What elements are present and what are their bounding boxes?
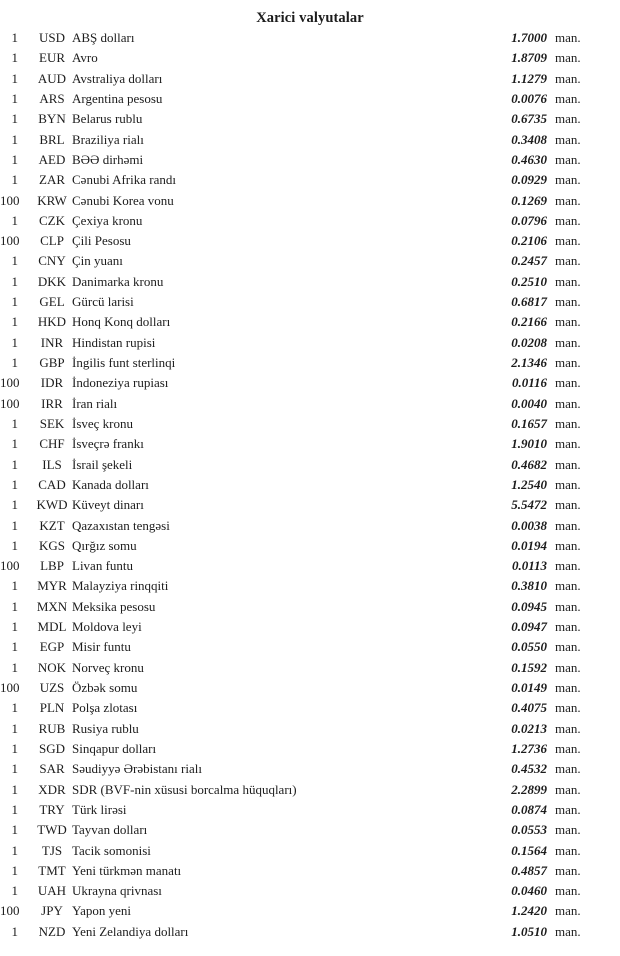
quantity-value: 1 [11, 90, 18, 106]
currency-name: Gürcü larisi [72, 294, 134, 310]
currency-code: CAD [38, 476, 66, 492]
table-row [0, 637, 620, 657]
currency-name: Kanada dolları [72, 476, 149, 492]
table-row [0, 536, 620, 556]
rate-value: 0.1592 [511, 659, 547, 675]
unit-label: man. [555, 355, 581, 370]
table-row [0, 658, 620, 678]
currency-name: Polşa zlotası [72, 700, 138, 716]
quantity-value: 1 [11, 822, 18, 838]
quantity-value: 1 [11, 151, 18, 167]
unit-label: man. [555, 700, 581, 716]
currency-rates-table [0, 28, 620, 942]
table-row [0, 434, 620, 454]
table-row [0, 292, 620, 312]
currency-name: Belarus rublu [72, 111, 143, 127]
currency-code: CZK [39, 212, 65, 228]
rate-value: 1.1279 [511, 70, 547, 86]
unit-label: man. [555, 680, 581, 695]
unit-label: man. [555, 30, 581, 45]
currency-code: USD [38, 30, 65, 45]
unit-label: man. [555, 497, 581, 513]
quantity-value: 100 [0, 233, 20, 249]
unit-label: man. [555, 456, 581, 472]
rate-value: 0.2106 [511, 233, 547, 249]
currency-name: İran rialı [72, 395, 118, 411]
rate-value: 0.0796 [511, 212, 547, 228]
table-row [0, 231, 620, 251]
quantity-value: 1 [11, 659, 18, 675]
currency-name: ABŞ dolları [72, 30, 135, 45]
currency-name: Özbək somu [72, 680, 138, 695]
unit-label: man. [555, 172, 581, 188]
currency-name: Livan funtu [72, 558, 134, 574]
table-row [0, 333, 620, 353]
currency-name: Yapon yeni [72, 903, 131, 919]
quantity-value: 1 [11, 862, 18, 878]
table-row [0, 28, 620, 48]
unit-label: man. [555, 740, 581, 756]
table-row [0, 272, 620, 292]
currency-code: HKD [37, 314, 67, 330]
unit-label: man. [555, 578, 581, 594]
currency-code: IRR [41, 395, 63, 411]
rate-value: 1.9010 [511, 436, 547, 452]
quantity-value: 1 [11, 30, 18, 45]
quantity-value: 1 [11, 212, 18, 228]
table-row [0, 617, 620, 637]
rate-value: 0.0040 [511, 395, 547, 411]
currency-code: TWD [37, 822, 67, 838]
quantity-value: 1 [11, 619, 18, 635]
table-row [0, 312, 620, 332]
rate-value: 1.0510 [511, 923, 547, 939]
currency-name: Səudiyyə Ərəbistanı rialı [72, 761, 202, 777]
table-row [0, 922, 620, 942]
rate-value: 0.0874 [511, 801, 547, 817]
currency-name: BƏƏ dirhəmi [72, 151, 144, 167]
rate-value: 1.2736 [511, 740, 547, 756]
rate-value: 0.0213 [511, 720, 547, 736]
unit-label: man. [555, 903, 581, 919]
currency-name: Qırğız somu [72, 537, 137, 553]
currency-name: Yeni türkmən manatı [72, 862, 182, 878]
currency-name: İsveç kronu [72, 415, 134, 431]
unit-label: man. [555, 639, 581, 655]
currency-code: XDR [38, 781, 66, 797]
unit-label: man. [555, 883, 581, 899]
currency-name: Argentina pesosu [72, 90, 163, 106]
currency-code: BYN [38, 111, 66, 127]
rate-value: 0.0550 [511, 639, 547, 655]
quantity-value: 1 [11, 801, 18, 817]
unit-label: man. [555, 720, 581, 736]
rate-value: 0.1564 [511, 842, 547, 858]
currency-code: UZS [39, 680, 65, 695]
currency-code: CNY [38, 253, 66, 269]
currency-name: Yeni Zelandiya dolları [72, 923, 189, 939]
currency-name: SDR (BVF-nin xüsusi borcalma hüquqları) [72, 781, 297, 797]
currency-code: KGS [38, 537, 65, 553]
quantity-value: 100 [0, 375, 20, 391]
quantity-value: 1 [11, 314, 18, 330]
unit-label: man. [555, 273, 581, 289]
table-row [0, 373, 620, 393]
quantity-value: 1 [11, 294, 18, 310]
unit-label: man. [555, 862, 581, 878]
table-row [0, 556, 620, 576]
quantity-value: 1 [11, 740, 18, 756]
currency-code: IDR [40, 375, 64, 391]
table-row [0, 353, 620, 373]
currency-name: Malayziya rinqqiti [72, 578, 169, 594]
currency-code: ZAR [39, 172, 65, 188]
currency-code: EGP [39, 639, 65, 655]
currency-code: RUB [38, 720, 66, 736]
rate-value: 0.2457 [511, 253, 547, 269]
unit-label: man. [555, 375, 581, 391]
currency-code: KWD [36, 497, 68, 513]
quantity-value: 1 [11, 355, 18, 370]
quantity-value: 1 [11, 50, 18, 66]
currency-code: SEK [39, 415, 65, 431]
currency-name: İsveçrə frankı [72, 436, 144, 452]
currency-code: MYR [37, 578, 67, 594]
quantity-value: 100 [0, 192, 20, 208]
unit-label: man. [555, 111, 581, 127]
rate-value: 0.4532 [511, 761, 547, 777]
unit-label: man. [555, 761, 581, 777]
currency-name: Sinqapur dolları [72, 740, 157, 756]
currency-name: Türk lirəsi [72, 801, 127, 817]
quantity-value: 1 [11, 923, 18, 939]
quantity-value: 1 [11, 273, 18, 289]
currency-name: Moldova leyi [72, 619, 142, 635]
currency-code: GBP [39, 355, 65, 370]
currency-name: Ukrayna qrivnası [72, 883, 162, 899]
table-row [0, 455, 620, 475]
currency-name: Tacik somonisi [72, 842, 151, 858]
currency-code: LBP [40, 558, 64, 574]
table-row [0, 475, 620, 495]
table-row [0, 759, 620, 779]
currency-name: Tayvan dolları [72, 822, 148, 838]
rate-value: 1.2420 [511, 903, 547, 919]
unit-label: man. [555, 801, 581, 817]
currency-code: NOK [37, 659, 67, 675]
currency-code: PLN [39, 700, 65, 716]
table-row [0, 820, 620, 840]
currency-code: BRL [39, 131, 65, 147]
unit-label: man. [555, 781, 581, 797]
unit-label: man. [555, 395, 581, 411]
currency-name: Honq Konq dolları [72, 314, 171, 330]
rate-value: 1.8709 [511, 50, 547, 66]
rate-value: 0.6817 [511, 294, 547, 310]
currency-code: NZD [38, 923, 66, 939]
table-row [0, 48, 620, 68]
currency-code: SGD [38, 740, 65, 756]
unit-label: man. [555, 415, 581, 431]
currency-name: İndoneziya rupiası [72, 375, 169, 391]
currency-name: İsrail şekeli [72, 456, 133, 472]
currency-name: Cənubi Afrika randı [72, 172, 176, 188]
currency-name: İngilis funt sterlinqi [72, 355, 176, 370]
currency-code: ARS [39, 90, 65, 106]
table-row [0, 394, 620, 414]
unit-label: man. [555, 659, 581, 675]
currency-code: JPY [41, 903, 63, 919]
currency-code: DKK [37, 273, 67, 289]
unit-label: man. [555, 334, 581, 350]
table-row [0, 719, 620, 739]
rate-value: 1.2540 [511, 476, 547, 492]
unit-label: man. [555, 212, 581, 228]
currency-code: KRW [37, 192, 67, 208]
currency-code: UAH [37, 883, 67, 899]
quantity-value: 1 [11, 598, 18, 614]
table-row [0, 170, 620, 190]
table-row [0, 150, 620, 170]
rate-value: 0.4630 [511, 151, 547, 167]
quantity-value: 100 [0, 903, 20, 919]
currency-name: Çili Pesosu [72, 233, 131, 249]
currency-name: Hindistan rupisi [72, 334, 156, 350]
currency-code: GEL [39, 294, 65, 310]
rate-value: 0.0038 [511, 517, 547, 533]
currency-name: Qazaxıstan tengəsi [72, 517, 170, 533]
rate-value: 2.2899 [511, 781, 547, 797]
table-row [0, 780, 620, 800]
quantity-value: 1 [11, 253, 18, 269]
currency-code: SAR [39, 761, 65, 777]
quantity-value: 1 [11, 700, 18, 716]
unit-label: man. [555, 233, 581, 249]
quantity-value: 1 [11, 720, 18, 736]
table-row [0, 841, 620, 861]
unit-label: man. [555, 476, 581, 492]
rate-value: 0.1269 [511, 192, 547, 208]
unit-label: man. [555, 598, 581, 614]
table-row [0, 109, 620, 129]
rate-value: 5.5472 [511, 497, 547, 513]
table-row [0, 678, 620, 698]
table-row [0, 89, 620, 109]
quantity-value: 1 [11, 578, 18, 594]
table-row [0, 861, 620, 881]
rate-value: 0.0113 [511, 558, 547, 574]
rate-value: 0.4075 [511, 700, 547, 716]
currency-name: Cənubi Korea vonu [72, 192, 174, 208]
currency-code: TJS [41, 842, 63, 858]
unit-label: man. [555, 314, 581, 330]
unit-label: man. [555, 558, 581, 574]
rate-value: 0.0116 [511, 375, 547, 391]
quantity-value: 1 [11, 476, 18, 492]
quantity-value: 1 [11, 883, 18, 899]
currency-code: TRY [39, 801, 65, 817]
table-row [0, 901, 620, 921]
quantity-value: 1 [11, 415, 18, 431]
quantity-value: 1 [11, 70, 18, 86]
currency-name: Meksika pesosu [72, 598, 156, 614]
unit-label: man. [555, 90, 581, 106]
quantity-value: 1 [11, 334, 18, 350]
currency-name: Çin yuanı [72, 253, 123, 269]
rate-value: 0.0208 [511, 334, 547, 350]
table-row [0, 698, 620, 718]
table-row [0, 881, 620, 901]
rate-value: 0.0553 [511, 822, 547, 838]
rate-value: 0.0460 [511, 883, 547, 899]
currency-code: CHF [39, 436, 65, 452]
currency-code: AED [38, 151, 66, 167]
unit-label: man. [555, 131, 581, 147]
quantity-value: 1 [11, 639, 18, 655]
unit-label: man. [555, 537, 581, 553]
rate-value: 0.0947 [511, 619, 547, 635]
currency-name: Misir funtu [72, 639, 131, 655]
currency-code: MDL [37, 619, 67, 635]
quantity-value: 1 [11, 781, 18, 797]
quantity-value: 1 [11, 497, 18, 513]
unit-label: man. [555, 192, 581, 208]
unit-label: man. [555, 70, 581, 86]
table-row [0, 576, 620, 596]
rate-value: 0.0076 [511, 90, 547, 106]
unit-label: man. [555, 619, 581, 635]
currency-code: EUR [39, 50, 65, 66]
rate-value: 1.7000 [511, 30, 547, 45]
quantity-value: 1 [11, 131, 18, 147]
unit-label: man. [555, 436, 581, 452]
currency-name: Avro [72, 50, 98, 66]
currency-name: Danimarka kronu [72, 273, 164, 289]
currency-code: ILS [42, 456, 62, 472]
quantity-value: 1 [11, 761, 18, 777]
unit-label: man. [555, 151, 581, 167]
currency-code: CLP [40, 233, 64, 249]
rate-value: 0.4857 [511, 862, 547, 878]
quantity-value: 1 [11, 436, 18, 452]
rate-value: 0.2166 [511, 314, 547, 330]
quantity-value: 1 [11, 456, 18, 472]
rate-value: 0.0945 [511, 598, 547, 614]
table-row [0, 800, 620, 820]
currency-name: Çexiya kronu [72, 212, 143, 228]
currency-code: MXN [36, 598, 68, 614]
table-row [0, 414, 620, 434]
rate-value: 0.4682 [511, 456, 547, 472]
quantity-value: 100 [0, 680, 20, 695]
rate-value: 0.3810 [511, 578, 547, 594]
unit-label: man. [555, 842, 581, 858]
table-row [0, 211, 620, 231]
rate-value: 0.3408 [511, 131, 547, 147]
table-row [0, 130, 620, 150]
currency-name: Norveç kronu [72, 659, 144, 675]
quantity-value: 1 [11, 111, 18, 127]
rate-value: 0.0149 [511, 680, 547, 695]
table-row [0, 69, 620, 89]
table-row [0, 739, 620, 759]
unit-label: man. [555, 923, 581, 939]
currency-name: Braziliya rialı [72, 131, 144, 147]
currency-name: Küveyt dinarı [72, 497, 144, 513]
currency-code: AUD [37, 70, 67, 86]
quantity-value: 1 [11, 517, 18, 533]
quantity-value: 1 [11, 537, 18, 553]
table-row [0, 191, 620, 211]
unit-label: man. [555, 517, 581, 533]
currency-code: INR [40, 334, 64, 350]
table-row [0, 597, 620, 617]
table-row [0, 495, 620, 515]
currency-name: Rusiya rublu [72, 720, 139, 736]
table-row [0, 516, 620, 536]
rate-value: 0.6735 [511, 111, 547, 127]
unit-label: man. [555, 822, 581, 838]
currency-code: KZT [39, 517, 65, 533]
unit-label: man. [555, 253, 581, 269]
currency-name: Avstraliya dolları [72, 70, 163, 86]
rate-value: 0.2510 [511, 273, 547, 289]
rate-value: 0.1657 [511, 415, 547, 431]
quantity-value: 100 [0, 558, 20, 574]
quantity-value: 1 [11, 842, 18, 858]
rate-value: 2.1346 [511, 355, 547, 370]
table-row [0, 251, 620, 271]
currency-code: TMT [38, 862, 66, 878]
unit-label: man. [555, 294, 581, 310]
rate-value: 0.0929 [511, 172, 547, 188]
unit-label: man. [555, 50, 581, 66]
quantity-value: 100 [0, 395, 20, 411]
quantity-value: 1 [11, 172, 18, 188]
rate-value: 0.0194 [511, 537, 547, 553]
page-title: Xarici valyutalar [256, 10, 364, 26]
